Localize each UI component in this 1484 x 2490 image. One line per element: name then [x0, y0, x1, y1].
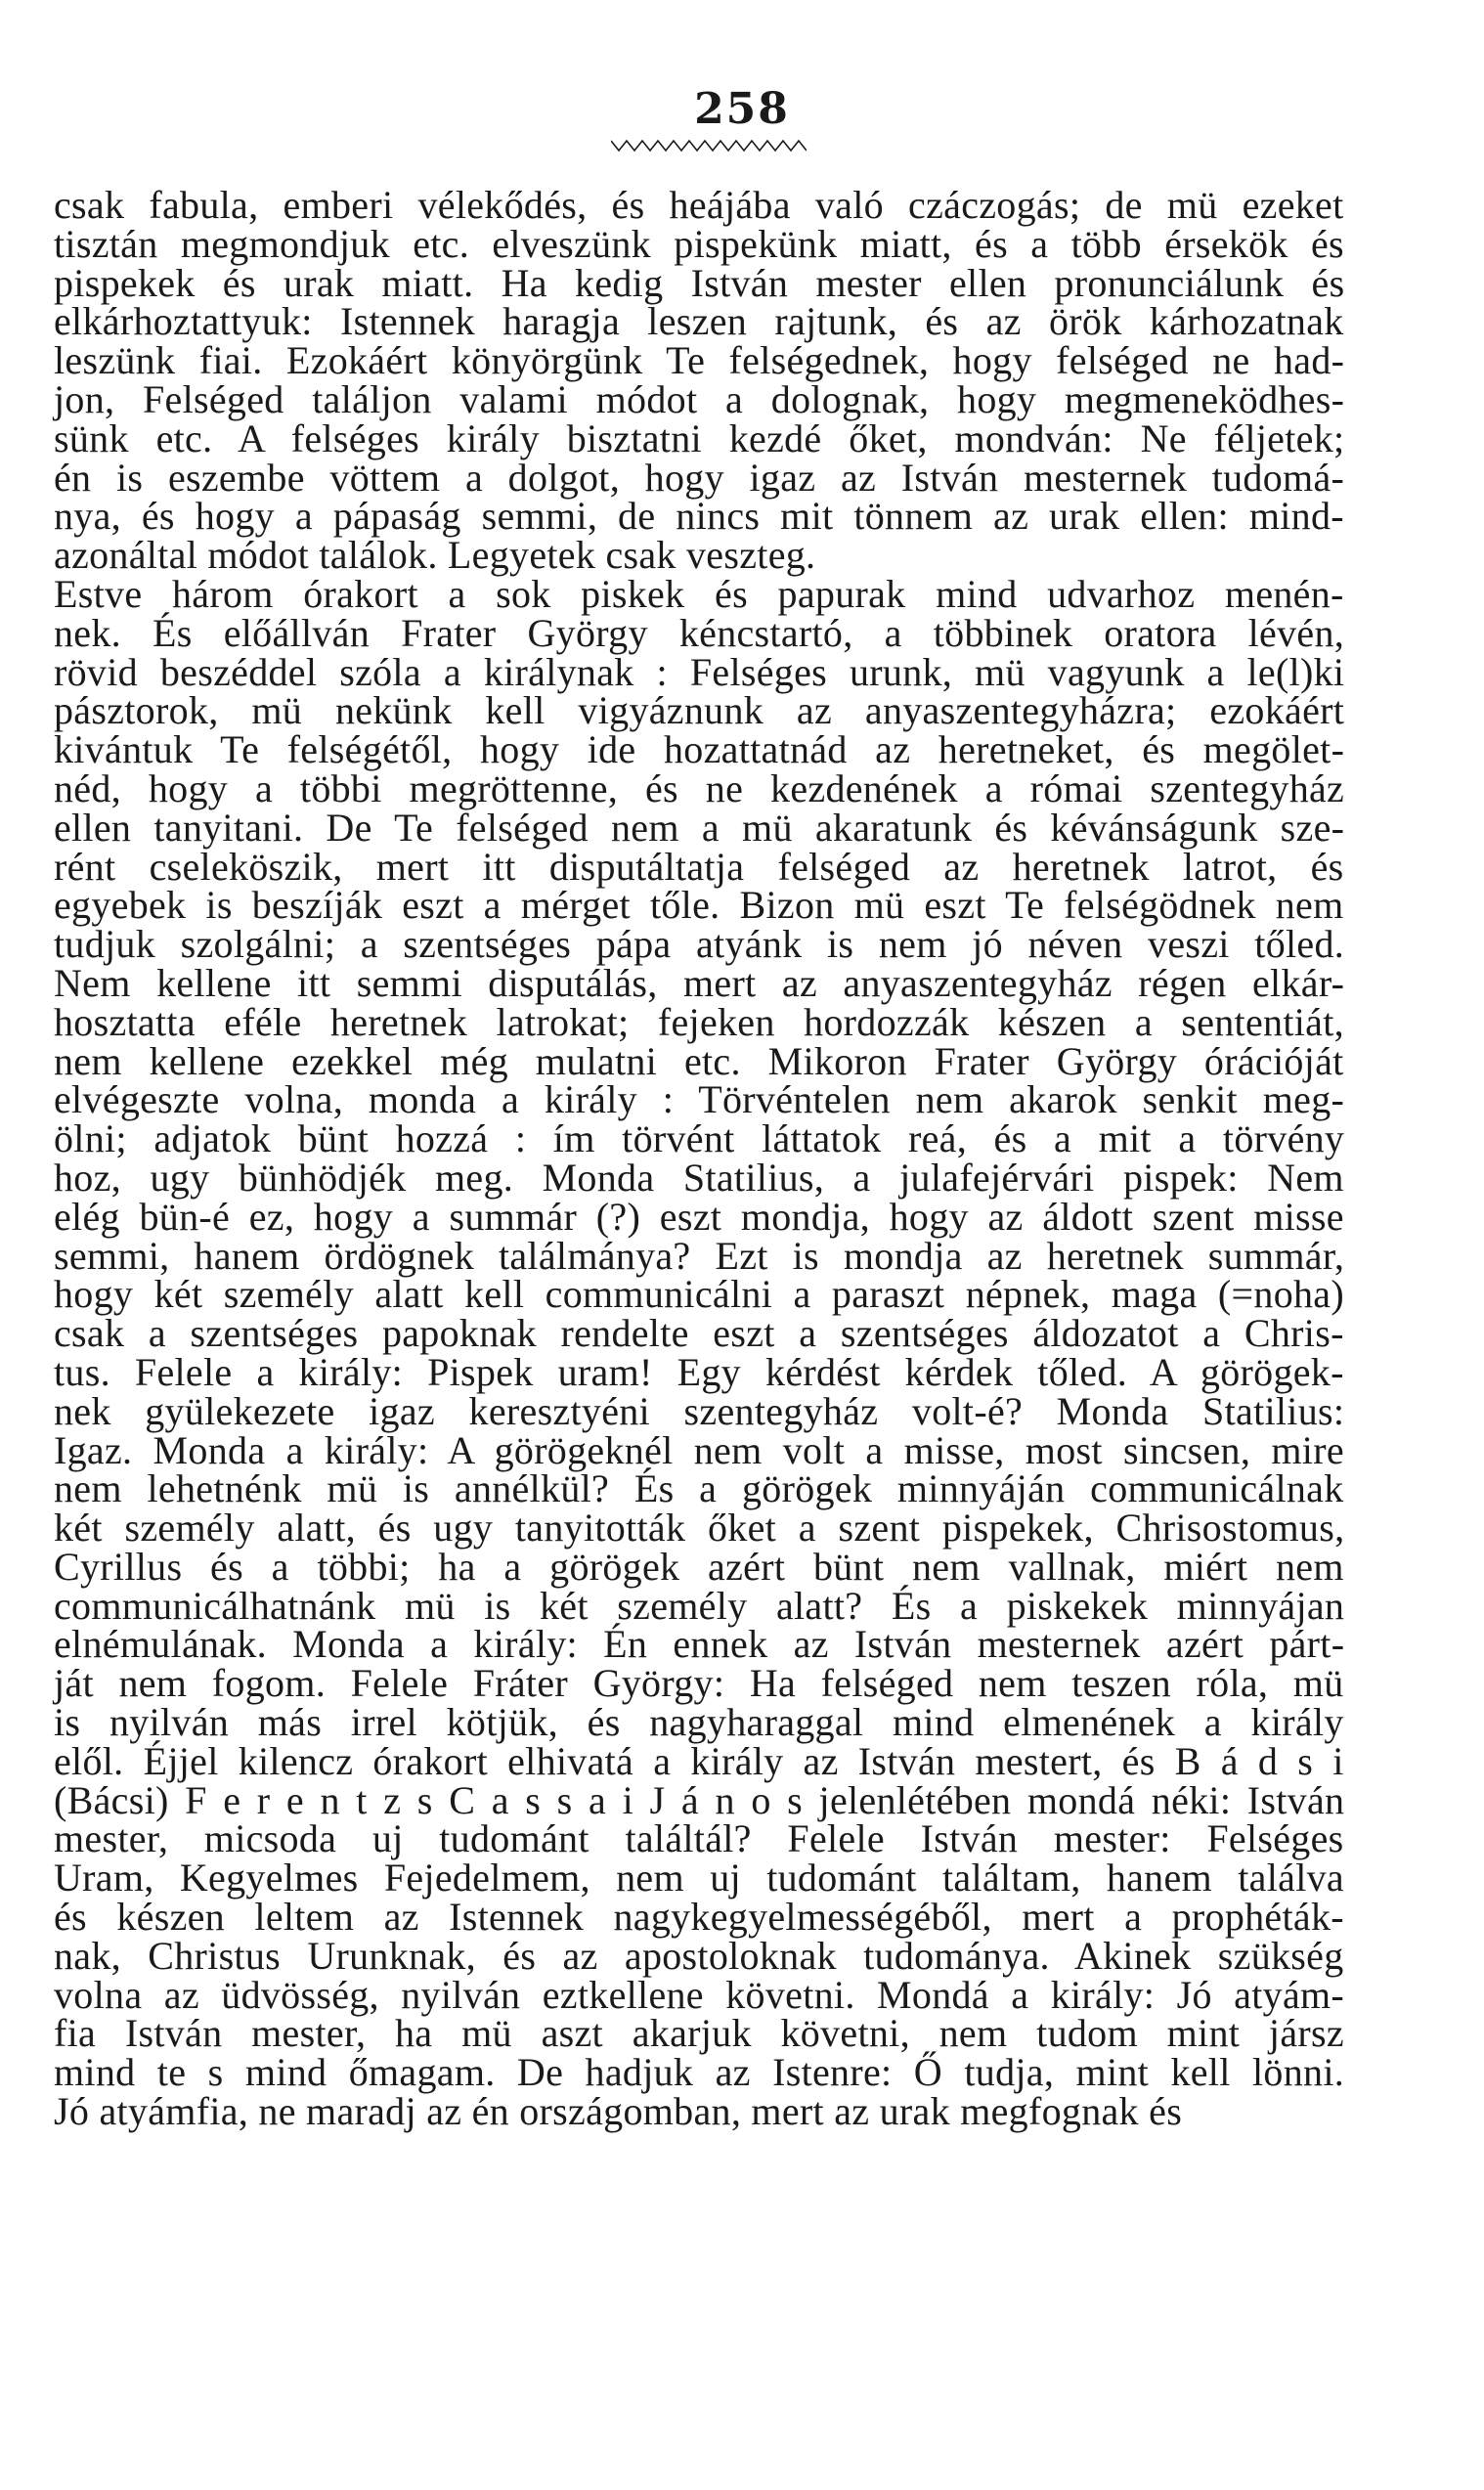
text-line: jon, Felséged találjon valami módot a dolognak, hogy megmeneködhes- [54, 376, 1345, 421]
text-line: nem kellene ezekkel még mulatni etc. Mikoron Frater György órációját [54, 1038, 1344, 1083]
body-text [54, 183, 1345, 2134]
text-line: hogy két személy alatt kell communicálni a paraszt népnek, maga (=noha) [54, 1272, 1344, 1317]
text-line: elnémulának. Monda a király: Én ennek az István mesternek azért párt- [54, 1622, 1345, 1667]
text-line: Uram, Kegyelmes Fejedelmem, nem uj tudománt találtam, hanem találva [54, 1856, 1344, 1900]
text-line: elől. Éjjel kilencz órakort elhivatá a király az István mestert, és B á d s i [54, 1738, 1344, 1783]
text-line: tudjuk szolgálni; a szentséges pápa atyánk is nem jó néven veszi tőled. [54, 922, 1345, 967]
text-line: rént cseleköszik, mert itt disputáltatja felséged az heretnek latrot, és [54, 844, 1344, 889]
text-line: nek gyülekezete igaz keresztyéni szentegyház volt-é? Monda Statilius: [54, 1388, 1345, 1433]
text-line: nya, és hogy a pápaság semmi, de nincs mit tönnem az urak ellen: mind- [54, 494, 1344, 539]
text-line: néd, hogy a többi megröttenne, és ne kezdenének a római szentegyház [54, 765, 1345, 810]
text-line: Cyrillus és a többi; ha a görögek azért bünt nem vallnak, miért nem [54, 1544, 1344, 1589]
text-line: azonáltal módot találok. Legyetek csak veszteg. [54, 533, 816, 578]
text-line: communicálhatnánk mü is két személy alatt? És a piskekek minnyájan [54, 1583, 1345, 1628]
text-line: elkárhoztattyuk: Istennek haragja leszen rajtunk, és az örök kárhozatnak [54, 299, 1344, 344]
text-line: és készen leltem az Istennek nagykegyelmességéből, mert a prophéták- [54, 1895, 1344, 1940]
text-line: Estve három órakort a sok piskek és papurak mind udvarhoz menén- [54, 571, 1344, 616]
text-line: hoz, ugy bünhödjék meg. Monda Statilius, a julafejérvári pispek: Nem [54, 1155, 1344, 1200]
text-line: csak a szentséges papoknak rendelte eszt a szentséges áldozatot a Chris- [54, 1311, 1344, 1356]
text-line: mind te s mind őmagam. De hadjuk az Istenre: Ő tudja, mint kell lönni. [54, 2050, 1345, 2095]
paragraph [54, 571, 1345, 2134]
text-line: nem lehetnénk mü is annélkül? És a görögek minnyáján communicálnak [54, 1466, 1344, 1511]
text-line: fia István mester, ha mü aszt akarjuk követni, nem tudom mint jársz [54, 2011, 1344, 2056]
text-line: ellen tanyitani. De Te felséged nem a mü akaratunk és kévánságunk sze- [54, 805, 1345, 850]
text-line: nak, Christus Urunknak, és az apostoloknak tudománya. Akinek szükség [54, 1933, 1344, 1978]
text-line: nek. És előállván Frater György kéncstartó, a többinek oratora lévén, [54, 610, 1345, 655]
text-line: pásztorok, mü nekünk kell vigyáznunk az anyaszentegyházra; ezokáért [54, 688, 1345, 733]
text-line: elég bün-é ez, hogy a summár (?) eszt mondja, hogy az áldott szent misse [54, 1194, 1344, 1239]
text-line: is nyilván más irrel kötjük, és nagyharaggal mind elmenének a király [54, 1700, 1344, 1745]
text-line: hosztatta eféle heretnek latrokat; fejeken hordozzák készen a sententiát, [54, 999, 1344, 1044]
text-line: kivántuk Te felségétől, hogy ide hozattatnád az heretneket, és megölet- [54, 727, 1345, 772]
text-line: semmi, hanem ördögnek találmánya? Ezt is mondja az heretnek summár, [54, 1233, 1345, 1278]
text-line: pispekek és urak miatt. Ha kedig István mester ellen pronunciálunk és [54, 260, 1345, 305]
text-line: Igaz. Monda a király: A görögeknél nem volt a misse, most sincsen, mire [54, 1427, 1344, 1472]
text-line: én is eszembe vöttem a dolgot, hogy igaz az István mesternek tudomá- [54, 455, 1345, 500]
text-line: mester, micsoda uj tudománt találtál? Felele István mester: Felséges [54, 1816, 1344, 1861]
text-line: Jó atyámfia, ne maradj az én országomban, mert az urak megfognak és [54, 2089, 1183, 2134]
text-line: két személy alatt, és ugy tanyitották őket a szent pispekek, Chrisostomus, [54, 1506, 1345, 1551]
text-line: leszünk fiai. Ezokáért könyörgünk Te felségednek, hogy felséged ne had- [54, 338, 1345, 383]
text-line: Nem kellene itt semmi disputálás, mert az anyaszentegyház régen elkár- [54, 960, 1345, 1005]
text-line: sünk etc. A felséges király bisztatni kezdé őket, mondván: Ne féljetek; [54, 415, 1345, 460]
paragraph [54, 183, 1345, 578]
text-line: tus. Felele a király: Pispek uram! Egy kérdést kérdek tőled. A görögek- [54, 1349, 1344, 1394]
text-line: (Bácsi) F e r e n t z s C a s s a i J á n o s jelenlétében mondá néki: István [54, 1777, 1345, 1822]
ornament-zigzag-icon [611, 139, 807, 153]
text-line: csak fabula, emberi vélekődés, és heájába való czáczogás; de mü ezeket [54, 183, 1344, 227]
text-line: ölni; adjatok bünt hozzá : ím törvént láttatok reá, és a mit a törvény [54, 1116, 1345, 1161]
text-line: egyebek is beszíják eszt a mérget tőle. Bizon mü eszt Te felségödnek nem [54, 883, 1344, 928]
text-line: tisztán megmondjuk etc. elveszünk pispekünk miatt, és a több érsekök és [54, 221, 1344, 266]
text-line: volna az üdvösség, nyilván eztkellene követni. Mondá a király: Jó atyám- [54, 1972, 1345, 2017]
page-number: 258 [694, 84, 790, 134]
text-line: ját nem fogom. Felele Fráter György: Ha felséged nem teszen róla, mü [54, 1661, 1344, 1706]
text-line: elvégeszte volna, monda a király : Törvéntelen nem akarok senkit meg- [54, 1077, 1345, 1122]
text-line: rövid beszéddel szóla a királynak : Felséges urunk, mü vagyunk a le(l)ki [54, 649, 1345, 694]
